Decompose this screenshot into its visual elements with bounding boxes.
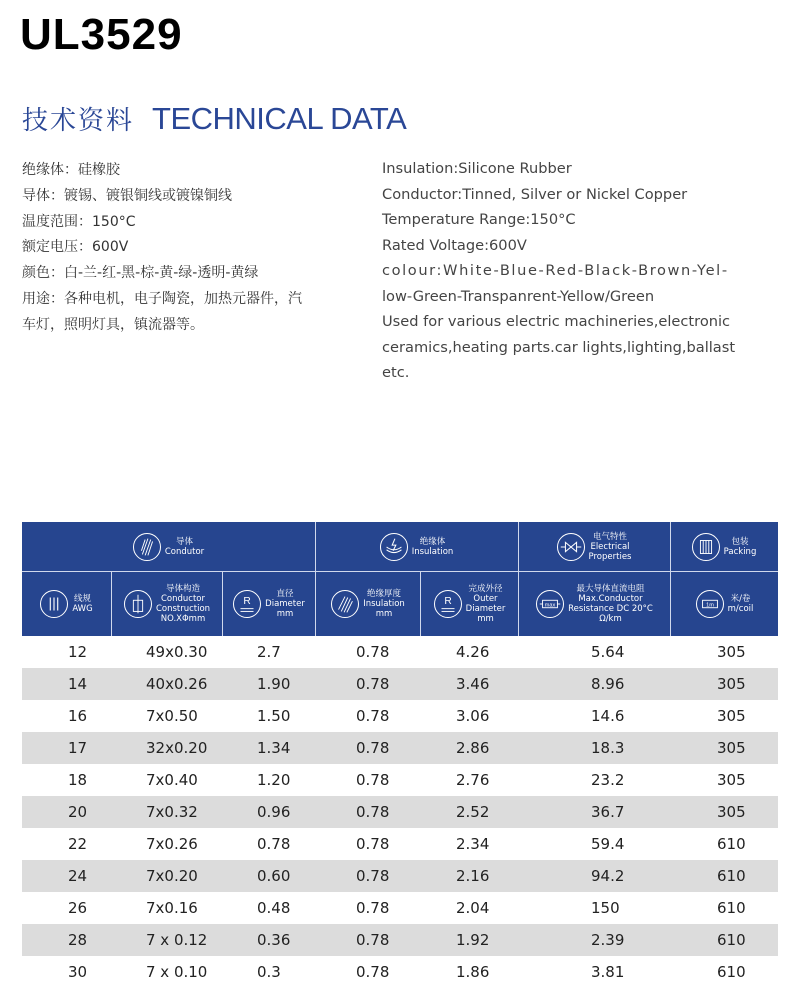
cell-resistance: 18.3 (591, 739, 625, 757)
cell-awg: 18 (68, 771, 88, 789)
cell-diameter: 2.7 (257, 643, 281, 661)
col-diameter-en1: Diameter (265, 599, 305, 609)
col-construction-cn: 导体构造 (165, 584, 200, 594)
max-resistance-icon-text: max (544, 602, 556, 609)
cell-packing: 610 (717, 867, 746, 885)
spec-cn-temperature: 温度范围：150°C (22, 213, 136, 230)
cell-awg: 26 (68, 899, 88, 917)
cell-outer: 3.46 (456, 675, 490, 693)
cell-resistance: 8.96 (591, 675, 625, 693)
cell-thickness: 0.78 (356, 931, 390, 949)
wire-construction-icon (124, 590, 152, 618)
col-packing-en: m/coil (727, 604, 754, 614)
cell-outer: 2.52 (456, 803, 490, 821)
cell-construction: 7x0.20 (146, 867, 198, 885)
cell-awg: 22 (68, 835, 88, 853)
cell-outer: 3.06 (456, 707, 490, 725)
cell-awg: 17 (68, 739, 88, 757)
spec-list-en (382, 156, 780, 386)
col-resistance-en2: Resistance DC 20°C (568, 604, 653, 614)
group-conductor (22, 522, 315, 571)
cell-resistance: 94.2 (591, 867, 625, 885)
col-construction-en2: Construction (155, 604, 211, 614)
cell-diameter: 1.50 (257, 707, 291, 725)
insulation-voltage-icon (380, 533, 408, 561)
cell-diameter: 1.34 (257, 739, 291, 757)
cell-outer: 4.26 (456, 643, 490, 661)
cell-thickness: 0.78 (356, 739, 390, 757)
table-body (22, 636, 778, 988)
table-row (22, 668, 778, 700)
spec-en-voltage: Rated Voltage:600V (382, 236, 527, 254)
conductor-strands-icon (133, 533, 161, 561)
cell-outer: 2.76 (456, 771, 490, 789)
group-insulation-cn: 绝缘体 (419, 536, 446, 547)
cell-outer: 2.04 (456, 899, 490, 917)
cell-packing: 610 (717, 963, 746, 981)
cell-packing: 305 (717, 707, 746, 725)
cell-thickness: 0.78 (356, 707, 390, 725)
meter-icon-text: 1m (705, 602, 714, 609)
cell-packing: 305 (717, 675, 746, 693)
col-resistance-cn: 最大导体直流电阻 (576, 584, 645, 594)
section-heading-en: TECHNICAL DATA (152, 101, 407, 136)
col-outer-en1: Outer (473, 594, 498, 604)
spec-en-usage-cont: ceramics,heating parts.car lights,lighting,ballast (382, 338, 736, 356)
cell-diameter: 0.48 (257, 899, 291, 917)
max-resistance-icon (536, 590, 564, 618)
cell-construction: 7x0.50 (146, 707, 198, 725)
cell-resistance: 3.81 (591, 963, 625, 981)
col-thickness-en2: mm (375, 609, 393, 619)
cell-construction: 32x0.20 (146, 739, 208, 757)
group-packing-en: Packing (723, 546, 757, 557)
col-construction (112, 572, 222, 636)
cell-diameter: 0.3 (257, 963, 281, 981)
spec-en-usage-end: etc. (382, 364, 410, 381)
cell-construction: 7 x 0.12 (146, 931, 208, 949)
cell-packing: 305 (717, 771, 746, 789)
group-electrical (518, 522, 670, 571)
cell-construction: 7x0.32 (146, 803, 198, 821)
cell-thickness: 0.78 (356, 963, 390, 981)
col-thickness (316, 572, 420, 636)
spec-list-cn (22, 158, 352, 339)
table-header (22, 522, 778, 636)
spec-cn-conductor: 导体：镀锡、镀银铜线或镀镍铜线 (22, 187, 232, 204)
meter-icon (696, 590, 724, 618)
col-outer-en3: mm (477, 614, 494, 624)
group-insulation (315, 522, 518, 571)
table-row (22, 796, 778, 828)
section-heading-cn: 技术资料 (22, 106, 135, 136)
cell-awg: 20 (68, 803, 88, 821)
col-diameter-cn: 直径 (276, 589, 294, 599)
cell-resistance: 5.64 (591, 643, 625, 661)
spec-cn-usage-cont: 车灯，照明灯具，镇流器等。 (22, 316, 204, 333)
col-resistance (519, 572, 670, 636)
cell-packing: 610 (717, 899, 746, 917)
col-outer-en2: Diameter (465, 604, 506, 614)
cell-thickness: 0.78 (356, 675, 390, 693)
col-packing (671, 572, 778, 636)
cell-diameter: 0.78 (257, 835, 291, 853)
cell-packing: 305 (717, 643, 746, 661)
spec-en-insulation: Insulation:Silicone Rubber (382, 160, 572, 177)
resistor-icon (557, 533, 585, 561)
table-row (22, 860, 778, 892)
group-packing-cn: 包装 (731, 536, 749, 547)
table-row (22, 636, 778, 668)
cell-diameter: 1.20 (257, 771, 291, 789)
cell-diameter: 0.96 (257, 803, 291, 821)
insulation-thickness-icon (331, 590, 359, 618)
col-awg-en: AWG (72, 604, 93, 614)
cell-outer: 2.34 (456, 835, 490, 853)
cell-construction: 49x0.30 (146, 643, 208, 661)
cell-construction: 40x0.26 (146, 675, 208, 693)
cell-thickness: 0.78 (356, 835, 390, 853)
col-thickness-en1: Insulation (363, 599, 405, 609)
col-thickness-cn: 绝缘厚度 (366, 589, 401, 599)
cell-construction: 7x0.26 (146, 835, 198, 853)
cell-packing: 610 (717, 835, 746, 853)
spec-cn-colour: 颜色：白-兰-红-黑-棕-黄-绿-透明-黄绿 (22, 265, 259, 282)
spec-en-usage: Used for various electric machineries,electronic (382, 313, 731, 330)
col-construction-en3: NO.XΦmm (160, 614, 206, 624)
cell-outer: 1.86 (456, 963, 490, 981)
group-insulation-en: Insulation (411, 546, 454, 557)
col-resistance-en3: Ω/km (599, 614, 622, 624)
cell-diameter: 1.90 (257, 675, 291, 693)
cell-outer: 2.16 (456, 867, 490, 885)
col-packing-cn: 米/卷 (730, 594, 751, 604)
col-outer-diameter (421, 572, 518, 636)
cell-packing: 610 (717, 931, 746, 949)
spec-en-colour: colour:White-Blue-Red-Black-Brown-Yel- (382, 262, 729, 279)
cell-construction: 7x0.16 (146, 899, 198, 917)
coil-spool-icon (692, 533, 720, 561)
spec-en-conductor: Conductor:Tinned, Silver or Nickel Copper (382, 185, 688, 203)
table-row (22, 764, 778, 796)
cell-outer: 2.86 (456, 739, 490, 757)
cell-thickness: 0.78 (356, 803, 390, 821)
cell-thickness: 0.78 (356, 899, 390, 917)
technical-data-table (22, 522, 778, 988)
group-conductor-en: Condutor (164, 546, 205, 557)
table-row (22, 892, 778, 924)
col-diameter-en2: mm (276, 609, 294, 619)
outer-radius-icon-text: R (443, 596, 452, 607)
group-electrical-en2: Properties (588, 551, 632, 562)
cell-diameter: 0.60 (257, 867, 291, 885)
radius-icon (233, 590, 261, 618)
group-electrical-cn: 电气特性 (592, 531, 627, 542)
table-row (22, 700, 778, 732)
cell-packing: 305 (717, 739, 746, 757)
cell-outer: 1.92 (456, 931, 490, 949)
group-electrical-en1: Electrical (590, 541, 630, 552)
col-construction-en1: Conductor (160, 594, 205, 604)
section-heading (22, 100, 406, 137)
table-row (22, 828, 778, 860)
col-resistance-en1: Max.Conductor (578, 594, 643, 604)
wire-gauge-icon (40, 590, 68, 618)
cell-resistance: 36.7 (591, 803, 625, 821)
spec-en-temperature: Temperature Range:150°C (382, 211, 576, 228)
cell-awg: 30 (68, 963, 88, 981)
cell-construction: 7 x 0.10 (146, 963, 208, 981)
radius-icon-text: R (243, 596, 251, 607)
cell-awg: 16 (68, 707, 88, 725)
group-conductor-cn: 导体 (175, 536, 193, 547)
spec-cn-usage: 用途：各种电机，电子陶瓷，加热元器件，汽 (22, 290, 302, 307)
cell-resistance: 23.2 (591, 771, 625, 789)
cell-thickness: 0.78 (356, 771, 390, 789)
outer-radius-icon (434, 590, 462, 618)
cell-resistance: 150 (591, 899, 620, 917)
col-awg-cn: 线规 (73, 594, 91, 604)
spec-cn-voltage: 额定电压：600V (22, 239, 129, 256)
cell-resistance: 2.39 (591, 931, 625, 949)
col-outer-cn: 完成外径 (468, 584, 503, 594)
cell-awg: 12 (68, 643, 88, 661)
cell-packing: 305 (717, 803, 746, 821)
cell-thickness: 0.78 (356, 867, 390, 885)
table-row (22, 956, 778, 988)
cell-resistance: 59.4 (591, 835, 625, 853)
cell-awg: 28 (68, 931, 88, 949)
col-diameter (223, 572, 315, 636)
spec-cn-insulation: 绝缘体：硅橡胶 (22, 162, 120, 178)
cell-resistance: 14.6 (591, 707, 625, 725)
cell-construction: 7x0.40 (146, 771, 198, 789)
page-title: UL3529 (20, 10, 183, 59)
table-row (22, 732, 778, 764)
col-awg (22, 572, 111, 636)
cell-awg: 24 (68, 867, 88, 885)
spec-en-colour-cont: low-Green-Transpanrent-Yellow/Green (382, 287, 655, 305)
cell-thickness: 0.78 (356, 643, 390, 661)
cell-diameter: 0.36 (257, 931, 291, 949)
table-row (22, 924, 778, 956)
cell-awg: 14 (68, 675, 88, 693)
group-packing (670, 522, 778, 571)
